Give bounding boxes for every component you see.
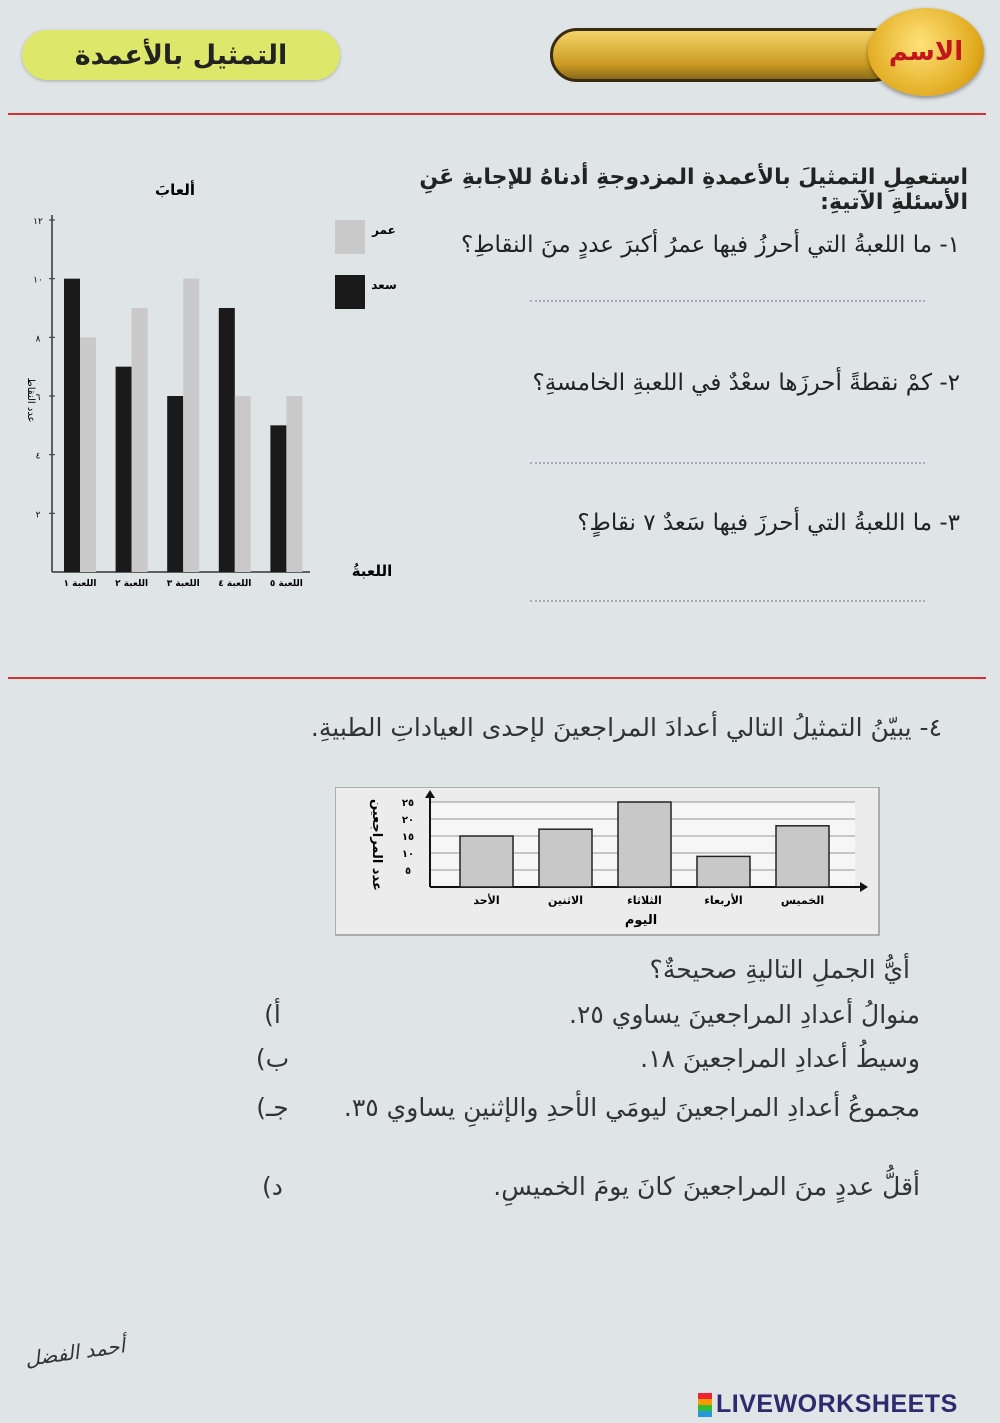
question-4: ٤- يبيّنُ التمثيلُ التالي أعدادَ المراجعينَ لإحدى العياداتِ الطبيةِ.: [310, 713, 942, 742]
option-b[interactable]: [250, 1044, 920, 1088]
legend-label: عمر: [372, 223, 396, 237]
x-tick-label: اللعبة ١: [63, 579, 97, 589]
bar: [776, 826, 829, 887]
option-letter: ب): [255, 1044, 290, 1073]
logo-text: LIVEWORKSHEETS: [716, 1390, 958, 1418]
x-tick-label: الأربعاء: [704, 894, 743, 907]
x-tick-label: اللعبة ٢: [115, 579, 149, 589]
double-bar-chart: [10, 170, 410, 600]
answer-line-3[interactable]: [530, 600, 925, 602]
option-text: مجموعُ أعدادِ المراجعينَ ليومَي الأحدِ والإثنينِ يساوي ٣٥.: [343, 1093, 920, 1122]
y-tick-label: ٨: [35, 334, 41, 345]
question-1: ١- ما اللعبةُ التي أحرزُ فيها عمرُ أكبرَ عددٍ منَ النقاطِ؟: [461, 232, 960, 258]
option-letter: أ): [264, 1000, 281, 1029]
answer-line-1[interactable]: [530, 300, 925, 302]
y-tick-label: ٦: [35, 393, 41, 403]
x-tick-label: اللعبة ٤: [218, 579, 252, 589]
worksheet-title: التمثيل بالأعمدة: [22, 30, 340, 80]
bar: [618, 802, 671, 887]
y-tick-label: ١٠: [33, 275, 43, 286]
option-text: وسيطُ أعدادِ المراجعينَ ١٨.: [640, 1044, 920, 1073]
x-tick-label: الثلاثاء: [627, 894, 662, 907]
y-tick-label: ٤: [35, 451, 41, 462]
name-input-field[interactable]: [550, 28, 900, 82]
y-tick-label: ١٠: [401, 849, 415, 860]
author-signature: أحمد الفضل: [23, 1333, 127, 1372]
chart1-ylabel: عدد النقاط: [25, 377, 36, 423]
bar-omar: [183, 279, 199, 572]
y-tick-label: ٢٠: [401, 815, 415, 826]
option-text: أقلُّ عددٍ منَ المراجعينَ كانَ يومَ الخميسِ.: [493, 1172, 920, 1201]
mcq-prompt: أيُّ الجملِ التاليةِ صحيحةٌ؟: [649, 955, 910, 984]
instruction-text: استعمِلِ التمثيلَ بالأعمدةِ المزدوجةِ أدناهُ للإجابةِ عَنِ الأسئلةِ الآتيةِ:: [419, 165, 968, 215]
bar: [539, 829, 592, 887]
option-d[interactable]: [250, 1172, 920, 1216]
question-2: ٢- كمْ نقطةً أحرزَها سعْدٌ في اللعبةِ الخامسةِ؟: [532, 370, 960, 396]
divider-top: [8, 113, 986, 115]
x-tick-label: اللعبة ٣: [166, 579, 200, 589]
liveworksheets-logo[interactable]: [698, 1390, 958, 1419]
chart1-xlabel: اللعبةُ: [351, 562, 393, 580]
x-tick-label: اللعبة ٥: [269, 579, 303, 589]
chart1-title: ألعابَ: [155, 181, 195, 199]
chart2-ylabel: عدد المراجعين: [369, 799, 384, 891]
question-3: ٣- ما اللعبةُ التي أحرزَ فيها سَعدٌ ٧ نقاطٍ؟: [577, 510, 960, 536]
legend-swatch: [335, 275, 365, 309]
bar: [460, 836, 513, 887]
y-tick-label: ١٢: [33, 217, 43, 227]
legend-swatch: [335, 220, 365, 254]
logo-icon: [698, 1393, 712, 1417]
bar-saad: [270, 425, 286, 572]
bar-omar: [286, 396, 302, 572]
y-tick-label: ١٥: [401, 832, 415, 843]
x-tick-label: الخميس: [780, 894, 825, 907]
bar: [697, 856, 750, 887]
clinic-bar-chart: [335, 787, 880, 937]
option-letter: جـ): [256, 1093, 289, 1122]
legend-label: سعد: [371, 278, 397, 292]
y-tick-label: ٥: [404, 866, 412, 877]
bar-saad: [116, 367, 132, 572]
bar-omar: [235, 396, 251, 572]
option-a[interactable]: [250, 1000, 920, 1044]
answer-line-2[interactable]: [530, 462, 925, 464]
bar-omar: [80, 337, 96, 572]
x-tick-label: الأحد: [473, 894, 500, 907]
name-label: الاسم: [868, 8, 984, 96]
chart2-xlabel: اليوم: [624, 913, 658, 928]
divider-middle: [8, 677, 986, 679]
option-text: منوالُ أعدادِ المراجعينَ يساوي ٢٥.: [569, 1000, 920, 1029]
y-tick-label: ٢: [35, 510, 41, 521]
bar-saad: [64, 279, 80, 572]
y-tick-label: ٢٥: [401, 798, 415, 809]
x-tick-label: الاثنين: [548, 894, 583, 907]
option-letter: د): [262, 1172, 283, 1201]
bar-saad: [167, 396, 183, 572]
bar-omar: [132, 308, 148, 572]
mcq-options: [250, 1000, 920, 1216]
bar-saad: [219, 308, 235, 572]
option-c[interactable]: [250, 1088, 920, 1172]
